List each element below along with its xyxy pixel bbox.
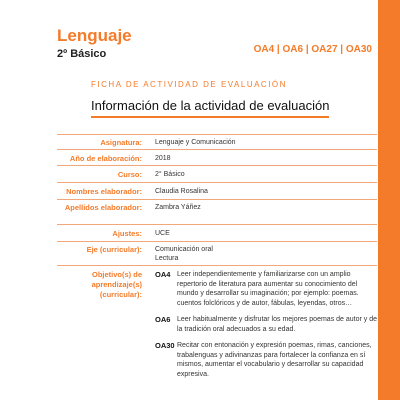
row-objetivos (57, 266, 377, 386)
row-value: 2018 (155, 155, 171, 162)
row-curso (57, 166, 377, 183)
eje-line: Lectura (155, 255, 179, 262)
eje-line: Comunicación oral (155, 246, 213, 253)
row-value: Lenguaje y Comunicación (155, 139, 236, 146)
objective-item (155, 341, 377, 379)
row-nombres (57, 183, 377, 200)
activity-info-table (57, 134, 377, 386)
row-label: Eje (curricular): (86, 245, 142, 254)
subject-title: Lenguaje (57, 26, 132, 45)
row-anio (57, 150, 377, 166)
objective-code: OA6 (155, 315, 171, 324)
objective-code: OA4 (155, 270, 171, 279)
oa-codes: OA4 | OA6 | OA27 | OA30 (253, 44, 372, 55)
row-ajustes (57, 225, 377, 242)
objectives-list (148, 270, 377, 386)
row-eje (57, 242, 377, 266)
side-accent-stripe (378, 0, 400, 400)
row-value (148, 245, 377, 265)
row-label: Objetivo(s) de aprendizaje(s) (curricular): (91, 270, 142, 299)
row-value: Claudia Rosalina (155, 188, 208, 195)
row-apellidos (57, 200, 377, 225)
row-label: Curso: (117, 170, 142, 179)
objective-text: Leer habitualmente y disfrutar los mejores poemas de autor y de la tradición oral adecuados a su edad. (177, 316, 377, 333)
objective-code: OA30 (155, 341, 175, 350)
ficha-label: FICHA DE ACTIVIDAD DE EVALUACIÓN (91, 80, 287, 89)
section-heading: Información de la actividad de evaluación (91, 98, 329, 118)
grade-label: 2º Básico (57, 48, 107, 60)
row-asignatura (57, 134, 377, 150)
row-value: 2° Básico (155, 171, 185, 178)
row-value: UCE (155, 230, 170, 237)
row-label: Año de elaboración: (69, 154, 142, 163)
row-label: Asignatura: (100, 138, 142, 147)
row-label: Apellidos elaborador: (64, 203, 142, 212)
objective-text: Recitar con entonación y expresión poemas, rimas, canciones, trabalenguas y adivinanzas para fortalecer la confianza en sí mismos, aumentar el vocabulario y desarrollar su capacidad expresiva. (177, 342, 372, 378)
objective-item (155, 315, 377, 334)
objective-item (155, 270, 377, 308)
row-label: Nombres elaborador: (66, 187, 142, 196)
row-value: Zambra Yáñez (155, 204, 201, 211)
row-label: Ajustes: (112, 229, 142, 238)
objective-text: Leer independientemente y familiarizarse con un amplio repertorio de literatura para aumentar su conocimiento del mundo y desarrollar su imaginación; por ejemplo: poemas. cuentos folclóricos y de autor, fábulas, leyendas, otros… (177, 271, 359, 307)
